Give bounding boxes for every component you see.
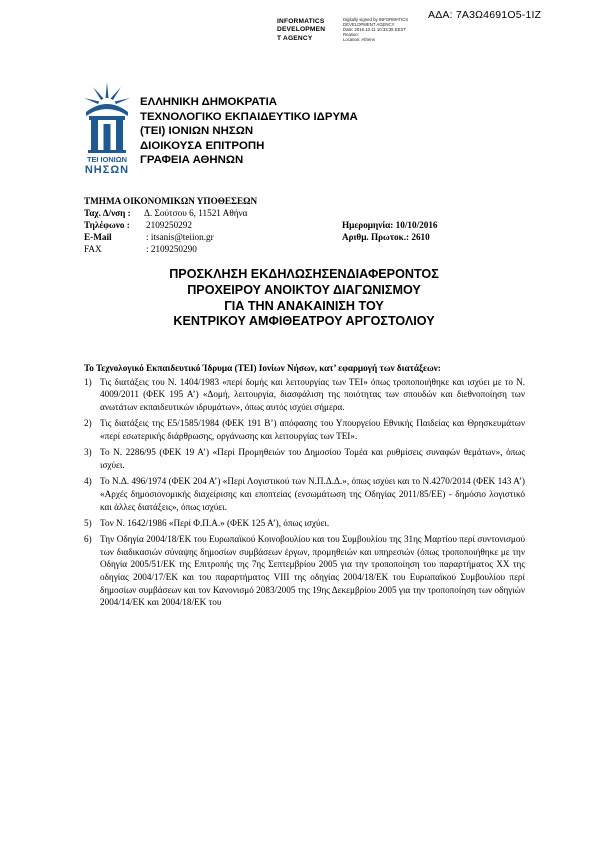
organization-header bbox=[140, 95, 358, 168]
header-line: (ΤΕΙ) ΙΟΝΙΩΝ ΝΗΣΩΝ bbox=[140, 125, 254, 138]
list-item-text: Τις διατάξεις του Ν. 1404/1983 «περί δομής και λειτουργίας των ΤΕΙ» όπως τροποποιήθηκε και ισχύει με το Ν. 4009/2011 (ΦΕΚ 195 Α’) «Δομή, λειτουργία, διασφάλιση της ποιότητας των σπουδών και διεθνοποίηση των ανωτάτων εκπαιδευτικών ιδρυμάτων», όπως αυτός ισχύει σήμερα. bbox=[100, 376, 525, 413]
phone-row bbox=[84, 219, 524, 231]
title-line: ΓΙΑ ΤΗΝ ΑΝΑΚΑΙΝΙΣΗ ΤΟΥ bbox=[224, 298, 384, 313]
address-label: Ταχ. Δ/νση : bbox=[84, 208, 131, 218]
list-item-text: Το Ν. 2286/95 (ΦΕΚ 19 Α’) «Περί Προμηθειών του Δημοσίου Τομέα και ρυθμίσεις συναφών θεμάτων», όπως ισχύει. bbox=[100, 447, 525, 470]
list-item-number: 1) bbox=[84, 376, 92, 387]
list-item bbox=[84, 376, 525, 414]
intro-paragraph: Το Τεχνολογικό Εκπαιδευτικό Ίδρυμα (ΤΕΙ) Ιονίων Νήσων, κατ’ εφαρμογή των διατάξεων: bbox=[84, 363, 441, 373]
list-item-number: 4) bbox=[84, 476, 92, 487]
signature-name-line: INFORMATICS bbox=[277, 18, 325, 25]
department-row bbox=[84, 195, 524, 207]
document-title bbox=[84, 267, 524, 330]
list-item bbox=[84, 417, 525, 442]
header-line: ΕΛΛΗΝΙΚΗ ΔΗΜΟΚΡΑΤΙΑ bbox=[140, 96, 277, 108]
list-item-text: Την Οδηγία 2004/18/ΕΚ του Ευρωπαϊκού Κοινοβουλίου και του Συμβουλίου της 31ης Μαρτίου περί συντονισμού των διαδικασιών σύναψης δημοσίων συμβάσεων έργων, προμηθειών και υπηρεσιών (όπως τροποποιήθηκε με την Οδηγία 2005/51/ΕΚ της Επιτροπής της 7ης Σεπτεμβρίου 2005 για την τροποποίηση του παραρτήματος XX της οδηγίας 2004/17/ΕΚ και του παραρτήματος VIII της οδηγίας 2004/18/ΕΚ του Ευρωπαϊκού Συμβουλίου περί δημοσίων συμβάσεων και τον Κανονισμό 2083/2005 της 19ης Δεκεμβρίου 2005 για την τροποποίηση των οδηγιών 2004/14/ΕΚ και 2004/18/ΕΚ του bbox=[100, 533, 525, 608]
title-line: ΠΡΟΣΚΛΗΣΗ ΕΚΔΗΛΩΣΗΣΕΝΔΙΑΦΕΡΟΝΤΟΣ bbox=[169, 267, 439, 281]
header-line: ΤΕΧΝΟΛΟΓΙΚΟ ΕΚΠΑΙΔΕΥΤΙΚΟ ΙΔΡΥΜΑ bbox=[140, 110, 358, 123]
fax-value: : 2109250290 bbox=[146, 244, 197, 254]
header-line: ΔΙΟΙΚΟΥΣΑ ΕΠΙΤΡΟΠΗ bbox=[140, 139, 265, 152]
email-value: : itsanis@teiion.gr bbox=[146, 232, 214, 242]
document-body bbox=[84, 362, 525, 613]
signature-details bbox=[343, 17, 433, 42]
signature-detail-line: Date: 2016.10.11 10:33:35 EEST bbox=[343, 27, 406, 33]
signature-detail-line: Reason: bbox=[343, 32, 360, 38]
tei-ionian-islands-logo bbox=[80, 78, 134, 178]
signature-detail-line: DEVELOPMENT AGENCY bbox=[343, 22, 395, 28]
list-item bbox=[84, 517, 525, 530]
contact-block bbox=[84, 195, 524, 255]
list-item-text: Τον Ν. 1642/1986 «Περί Φ.Π.Α.» (ΦΕΚ 125 Α’), όπως ισχύει. bbox=[100, 517, 330, 528]
list-item-text: Τις διατάξεις της Ε5/1585/1984 (ΦΕΚ 191 Β’) απόφασης του Υπουργείου Εθνικής Παιδείας και Θρησκευμάτων «περί εσωτερικής διάρθρωσης, οργάνωσης και λειτουργίας των ΤΕΙ». bbox=[100, 418, 525, 442]
fax-label: FAX bbox=[84, 244, 102, 254]
list-item-number: 5) bbox=[84, 517, 92, 528]
list-item-number: 2) bbox=[84, 418, 92, 429]
title-line: ΠΡΟΧΕΙΡΟΥ ΑΝΟΙΚΤΟΥ ΔΙΑΓΩΝΙΣΜΟΥ bbox=[187, 282, 421, 297]
department-name: ΤΜΗΜΑ ΟΙΚΟΝΟΜΙΚΩΝ ΥΠΟΘΕΣΕΩΝ bbox=[84, 196, 258, 206]
address-value: Δ. Σούτσου 6, 11521 Αθήνα bbox=[144, 208, 248, 218]
title-line: ΚΕΝΤΡΙΚΟΥ ΑΜΦΙΘΕΑΤΡΟΥ ΑΡΓΟΣΤΟΛΙΟΥ bbox=[173, 314, 435, 329]
ada-code: ΑΔΑ: 7Α3Ω4691Ο5-1ΙΖ bbox=[428, 9, 542, 21]
email-row bbox=[84, 231, 524, 243]
logo-text-top: ΤΕΙ ΙΟΝΙΩΝ bbox=[86, 155, 127, 164]
signature-name bbox=[277, 18, 325, 43]
date-label: Ημερομηνία: 10/10/2016 bbox=[342, 220, 438, 230]
logo-text-bottom: ΝΗΣΩΝ bbox=[84, 164, 130, 176]
signature-name-line: T AGENCY bbox=[277, 34, 313, 42]
header-line: ΓΡΑΦΕΙΑ ΑΘΗΝΩΝ bbox=[140, 154, 244, 167]
list-item-number: 6) bbox=[84, 533, 92, 544]
phone-label: Τηλέφωνο : bbox=[84, 220, 130, 230]
list-item-number: 3) bbox=[84, 447, 92, 458]
protocol-number-label: Αριθμ. Πρωτοκ.: 2610 bbox=[342, 232, 430, 242]
fax-row bbox=[84, 243, 524, 255]
list-item bbox=[84, 533, 525, 609]
signature-detail-line: Location: Athens bbox=[343, 37, 375, 43]
phone-value: 2109250292 bbox=[146, 220, 192, 230]
signature-name-line: DEVELOPMEN bbox=[277, 26, 326, 34]
list-item-text: Το Ν.Δ. 496/1974 (ΦΕΚ 204 Α’) «Περί Λογιστικού των Ν.Π.Δ.Δ.», όπως ισχύει και το Ν.4270/2014 (ΦΕΚ 143 Α’) «Αρχές δημοσιονομικής διαχείρισης και εποπτείας (ενσωμάτωση της Οδηγίας 2011/85/ΕΕ) - δημόσιο λογιστικό και άλλες διατάξεις», όπως ισχύει. bbox=[100, 476, 525, 512]
signature-detail-line: Digitally signed by INFORMATICS bbox=[343, 17, 409, 22]
list-item bbox=[84, 475, 525, 513]
address-row bbox=[84, 207, 524, 219]
email-label: E-Mail bbox=[84, 232, 112, 242]
list-item bbox=[84, 446, 525, 471]
